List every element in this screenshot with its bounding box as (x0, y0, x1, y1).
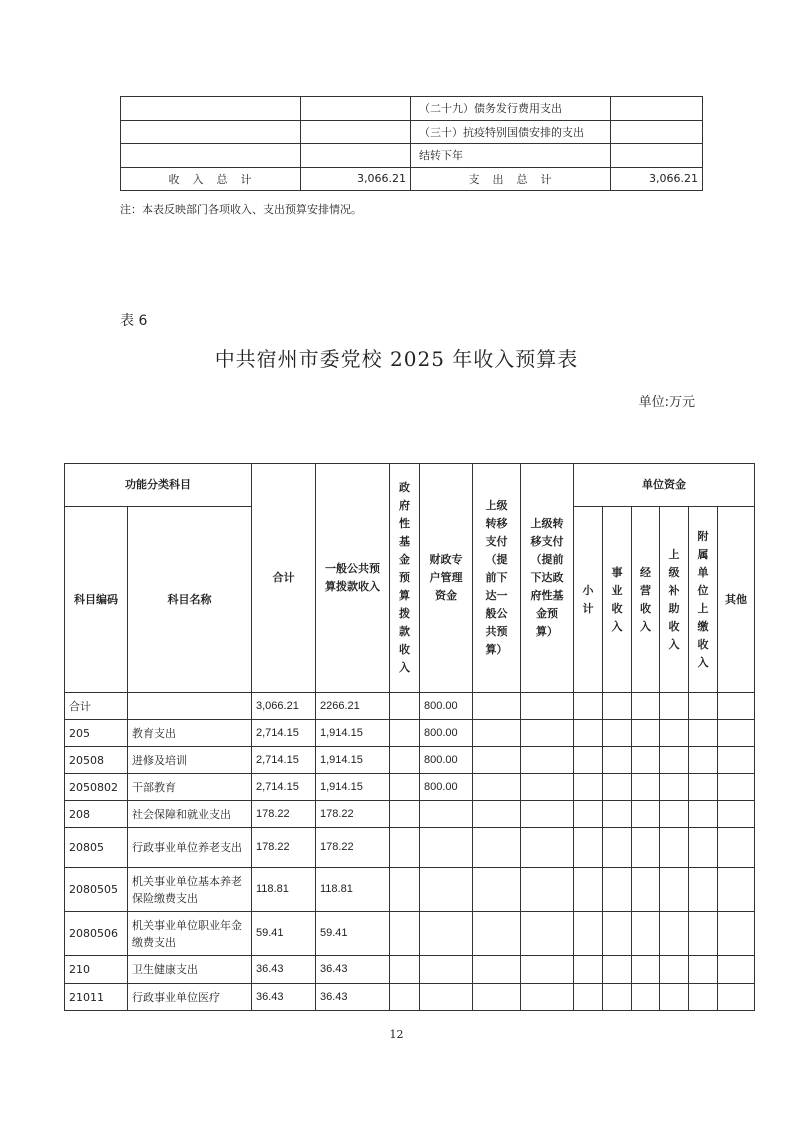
cell-total: 178.22 (252, 801, 316, 828)
header-fiscal-special: 财政专户管理资金 (420, 464, 473, 693)
total-row (121, 167, 703, 191)
table-row (65, 868, 755, 912)
table-row (65, 912, 755, 956)
cell-total: 2,714.15 (252, 720, 316, 747)
cell-fiscal (420, 984, 473, 1011)
cell-fiscal: 800.00 (420, 747, 473, 774)
income-value (301, 120, 411, 144)
cell-name: 社会保障和就业支出 (128, 801, 252, 828)
table-row (65, 720, 755, 747)
cell-code: 205 (65, 720, 128, 747)
cell-name: 进修及培训 (128, 747, 252, 774)
cell-code: 20805 (65, 828, 128, 868)
cell-total: 178.22 (252, 828, 316, 868)
cell-name: 行政事业单位养老支出 (128, 828, 252, 868)
cell-fiscal (420, 868, 473, 912)
header-total: 合计 (252, 464, 316, 693)
cell-total: 59.41 (252, 912, 316, 956)
income-value (301, 144, 411, 168)
cell-total: 2,714.15 (252, 747, 316, 774)
header-affiliated-income: 附属单位上缴收入 (689, 507, 718, 693)
header-func-class: 功能分类科目 (65, 464, 252, 507)
cell-name: 教育支出 (128, 720, 252, 747)
header-gov-fund: 政府性基金预算拨款收入 (390, 464, 420, 693)
income-value (301, 97, 411, 121)
cell-code: 2080506 (65, 912, 128, 956)
expense-value (611, 144, 703, 168)
table-row (121, 97, 703, 121)
income-item (121, 144, 301, 168)
cell-general: 178.22 (316, 801, 390, 828)
expense-item: （二十九）债务发行费用支出 (411, 97, 611, 121)
cell-name (128, 693, 252, 720)
cell-general: 2266.21 (316, 693, 390, 720)
cell-code: 21011 (65, 984, 128, 1011)
cell-code: 208 (65, 801, 128, 828)
table-row (65, 801, 755, 828)
cell-total: 36.43 (252, 984, 316, 1011)
income-total-label: 收 入 总 计 (121, 167, 301, 191)
cell-total: 2,714.15 (252, 774, 316, 801)
header-other: 其他 (718, 507, 755, 693)
expense-value (611, 97, 703, 121)
expense-item: 结转下年 (411, 144, 611, 168)
cell-fiscal (420, 828, 473, 868)
header-code: 科目编码 (65, 507, 128, 693)
income-item (121, 97, 301, 121)
cell-name: 机关事业单位职业年金缴费支出 (128, 912, 252, 956)
table-row (65, 774, 755, 801)
cell-total: 3,066.21 (252, 693, 316, 720)
table-row (65, 984, 755, 1011)
cell-general: 59.41 (316, 912, 390, 956)
table-row (65, 956, 755, 984)
cell-general: 118.81 (316, 868, 390, 912)
cell-general: 178.22 (316, 828, 390, 868)
header-general-budget: 一般公共预算拨款收入 (316, 464, 390, 693)
cell-fiscal: 800.00 (420, 720, 473, 747)
cell-general: 1,914.15 (316, 774, 390, 801)
header-business-income: 事业收入 (603, 507, 632, 693)
table-number: 表 6 (120, 313, 148, 329)
cell-general: 36.43 (316, 956, 390, 984)
page-number: 12 (389, 1028, 404, 1041)
cell-fiscal (420, 956, 473, 984)
table-row (65, 828, 755, 868)
page-title: 中共宿州市委党校 2025 年收入预算表 (214, 347, 579, 371)
cell-code: 210 (65, 956, 128, 984)
cell-name: 机关事业单位基本养老保险缴费支出 (128, 868, 252, 912)
table-row (121, 120, 703, 144)
header-name: 科目名称 (128, 507, 252, 693)
cell-code: 2050802 (65, 774, 128, 801)
cell-code: 20508 (65, 747, 128, 774)
cell-fiscal: 800.00 (420, 693, 473, 720)
cell-general: 1,914.15 (316, 747, 390, 774)
header-subtotal: 小计 (574, 507, 603, 693)
cell-name: 干部教育 (128, 774, 252, 801)
expense-value (611, 120, 703, 144)
header-superior-subsidy: 上级补助收入 (660, 507, 689, 693)
header-transfer-fund: 上级转移支付（提前下达政府性基金预算） (521, 464, 574, 693)
table-row (65, 693, 755, 720)
income-total-value: 3,066.21 (301, 167, 411, 191)
header-unit-funds: 单位资金 (574, 464, 755, 507)
unit-label: 单位:万元 (638, 395, 695, 410)
expense-total-label: 支 出 总 计 (411, 167, 611, 191)
continuation-table (120, 96, 703, 191)
income-budget-table (64, 463, 755, 1011)
cell-general: 36.43 (316, 984, 390, 1011)
cell-total: 118.81 (252, 868, 316, 912)
cell-fiscal: 800.00 (420, 774, 473, 801)
header-operating-income: 经营收入 (632, 507, 660, 693)
expense-item: （三十）抗疫特别国债安排的支出 (411, 120, 611, 144)
cell-name: 卫生健康支出 (128, 956, 252, 984)
header-transfer-general: 上级转移支付（提前下达一般公共预算） (473, 464, 521, 693)
cell-fiscal (420, 801, 473, 828)
table-row (65, 747, 755, 774)
table-row (121, 144, 703, 168)
cell-code: 合计 (65, 693, 128, 720)
cell-general: 1,914.15 (316, 720, 390, 747)
table-note: 注：本表反映部门各项收入、支出预算安排情况。 (120, 203, 362, 216)
cell-fiscal (420, 912, 473, 956)
cell-total: 36.43 (252, 956, 316, 984)
expense-total-value: 3,066.21 (611, 167, 703, 191)
cell-name: 行政事业单位医疗 (128, 984, 252, 1011)
cell-code: 2080505 (65, 868, 128, 912)
income-item (121, 120, 301, 144)
